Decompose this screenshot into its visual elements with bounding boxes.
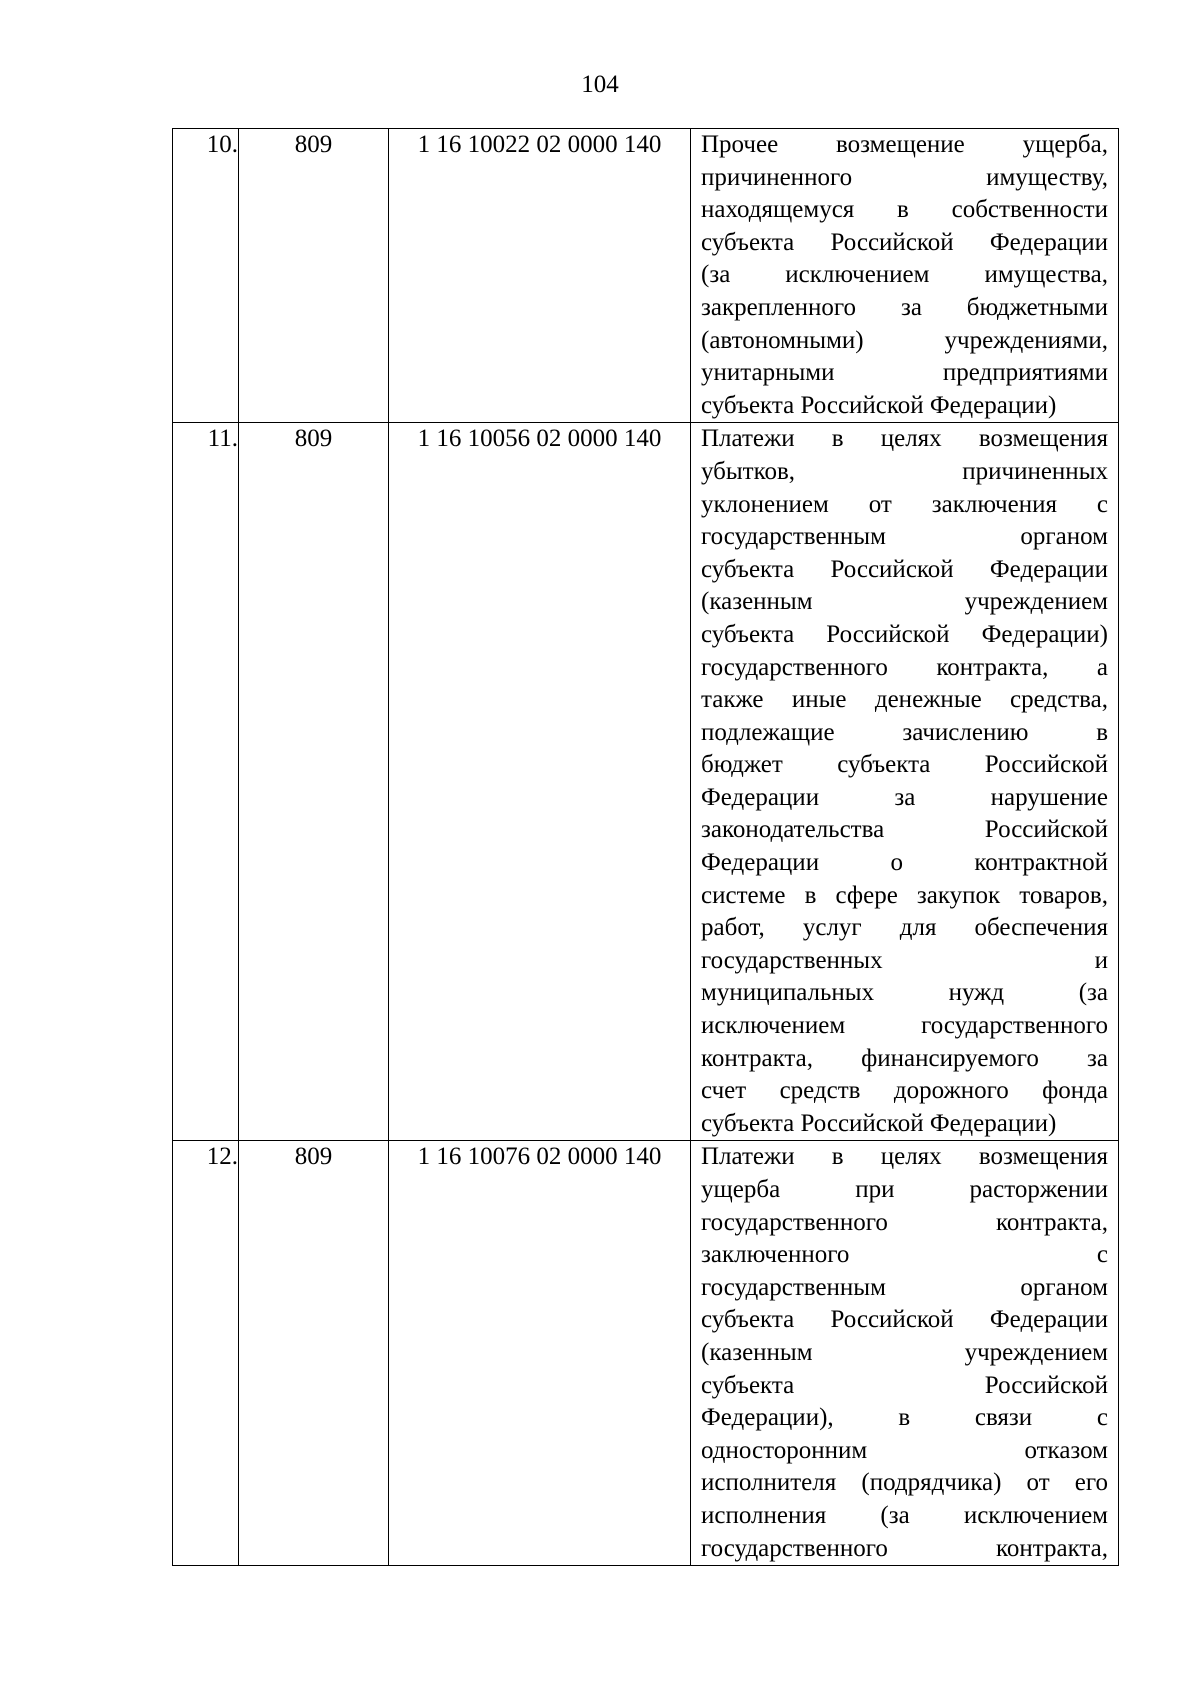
description-line: Платежи в целях возмещения	[701, 425, 1108, 453]
description-line: подлежащие зачислению в	[701, 718, 1108, 746]
description-line: счет средств дорожного фонда	[701, 1077, 1108, 1105]
description-line: государственного контракта, а	[701, 653, 1108, 681]
description-line: субъекта Российской Федерации	[701, 1306, 1108, 1334]
description-line: Прочее возмещение ущерба,	[701, 131, 1108, 158]
page-number: 104	[581, 71, 619, 98]
description-line: государственных и	[701, 946, 1108, 974]
description-line: ущерба при расторжении	[701, 1176, 1108, 1203]
table-row	[173, 129, 1119, 423]
description-line: убытков, причиненных	[701, 457, 1108, 485]
row-number: 10.	[173, 129, 239, 423]
description-line: субъекта Российской Федерации	[701, 555, 1108, 583]
revenue-description	[691, 1141, 1119, 1566]
description-line: государственного контракта,	[701, 1534, 1108, 1562]
administrator-code: 809	[239, 129, 389, 423]
budget-classification-code: 1 16 10056 02 0000 140	[389, 423, 691, 1141]
description-line: односторонним отказом	[701, 1436, 1108, 1464]
description-line: заключенного с	[701, 1241, 1108, 1269]
description-line: Федерации о контрактной	[701, 849, 1108, 877]
administrator-code: 809	[239, 423, 389, 1141]
description-line: государственным органом	[701, 523, 1108, 551]
row-number: 11.	[173, 423, 239, 1141]
description-line: исполнителя (подрядчика) от его	[701, 1469, 1108, 1497]
description-line: (за исключением имущества,	[701, 261, 1108, 289]
description-line: бюджет субъекта Российской	[701, 751, 1108, 779]
table-row	[173, 423, 1119, 1141]
budget-classification-code: 1 16 10076 02 0000 140	[389, 1141, 691, 1566]
description-line: государственным органом	[701, 1273, 1108, 1301]
administrator-code: 809	[239, 1141, 389, 1566]
budget-codes-table	[172, 128, 1119, 1566]
description-line: (казенным учреждением	[701, 1338, 1108, 1366]
description-line: системе в сфере закупок товаров,	[701, 881, 1108, 909]
description-line: (казенным учреждением	[701, 588, 1108, 616]
description-line: субъекта Российской	[701, 1371, 1108, 1399]
revenue-description	[691, 129, 1119, 423]
description-line: причиненного имуществу,	[701, 163, 1108, 191]
description-line: Федерации), в связи с	[701, 1404, 1108, 1432]
description-line: унитарными предприятиями	[701, 359, 1108, 387]
description-line: субъекта Российской Федерации)	[701, 391, 1057, 419]
description-line: работ, услуг для обеспечения	[701, 914, 1108, 942]
description-line: Федерации за нарушение	[701, 783, 1108, 811]
description-line: законодательства Российской	[701, 816, 1108, 844]
description-line: государственного контракта,	[701, 1208, 1108, 1236]
table-row	[173, 1141, 1119, 1566]
revenue-description	[691, 423, 1119, 1141]
description-line: уклонением от заключения с	[701, 490, 1108, 518]
description-line: закрепленного за бюджетными	[701, 293, 1108, 321]
description-line: исключением государственного	[701, 1012, 1108, 1040]
description-line: (автономными) учреждениями,	[701, 326, 1108, 354]
description-line: исполнения (за исключением	[701, 1501, 1108, 1529]
description-line: муниципальных нужд (за	[701, 979, 1108, 1007]
description-line: Платежи в целях возмещения	[701, 1143, 1108, 1171]
description-line: субъекта Российской Федерации)	[701, 620, 1108, 648]
description-line: также иные денежные средства,	[701, 686, 1108, 714]
row-number: 12.	[173, 1141, 239, 1566]
budget-classification-code: 1 16 10022 02 0000 140	[389, 129, 691, 423]
description-line: субъекта Российской Федерации)	[701, 1109, 1057, 1137]
description-line: находящемуся в собственности	[701, 196, 1108, 224]
description-line: контракта, финансируемого за	[701, 1044, 1108, 1072]
description-line: субъекта Российской Федерации	[701, 228, 1108, 256]
